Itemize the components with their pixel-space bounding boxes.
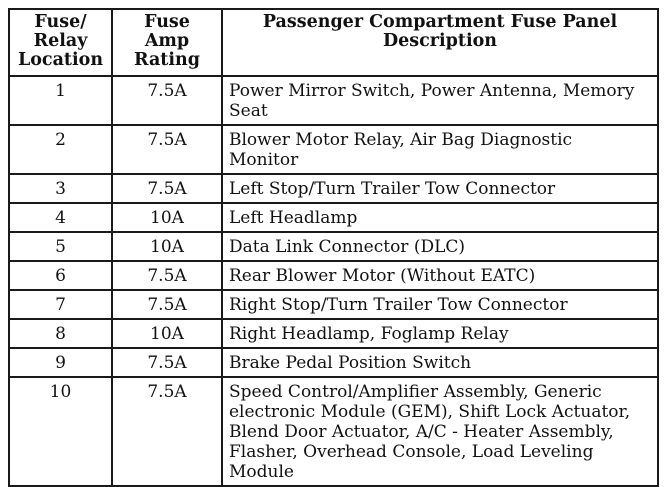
cell-location: 7	[9, 290, 112, 319]
cell-amp-rating: 10A	[112, 319, 222, 348]
cell-amp-rating: 7.5A	[112, 290, 222, 319]
description-line: Left Headlamp	[229, 208, 358, 228]
description-line: Blend Door Actuator, A/C - Heater Assembly,	[229, 422, 614, 442]
cell-description	[222, 348, 658, 377]
cell-amp-rating: 10A	[112, 232, 222, 261]
description-line: Left Stop/Turn Trailer Tow Connector	[229, 179, 556, 199]
header-location-line: Relay	[33, 31, 88, 51]
table-row	[9, 377, 658, 486]
cell-description	[222, 203, 658, 232]
cell-amp-rating: 7.5A	[112, 174, 222, 203]
cell-location: 1	[9, 76, 112, 125]
table-row	[9, 348, 658, 377]
table-row	[9, 290, 658, 319]
header-location-line: Location	[17, 50, 104, 70]
header-description-line: Passenger Compartment Fuse Panel	[262, 12, 618, 32]
cell-description	[222, 125, 658, 174]
table-row	[9, 125, 658, 174]
description-line: Rear Blower Motor (Without EATC)	[229, 266, 536, 286]
description-line: electronic Module (GEM), Shift Lock Actuator,	[229, 402, 631, 422]
cell-amp-rating: 7.5A	[112, 377, 222, 486]
cell-amp-rating: 7.5A	[112, 125, 222, 174]
header-amp-line: Amp	[144, 31, 190, 51]
cell-description	[222, 319, 658, 348]
description-line: Flasher, Overhead Console, Load Leveling	[229, 442, 594, 462]
cell-location: 9	[9, 348, 112, 377]
header-location-line: Fuse/	[34, 12, 87, 32]
description-line: Data Link Connector (DLC)	[229, 237, 466, 257]
description-line: Module	[229, 462, 294, 482]
cell-location: 3	[9, 174, 112, 203]
cell-amp-rating: 10A	[112, 203, 222, 232]
header-amp-rating	[112, 9, 222, 76]
description-line: Right Headlamp, Foglamp Relay	[229, 324, 509, 344]
table-row	[9, 319, 658, 348]
header-description-line: Description	[382, 31, 498, 51]
cell-amp-rating: 7.5A	[112, 348, 222, 377]
cell-description	[222, 377, 658, 486]
cell-amp-rating: 7.5A	[112, 261, 222, 290]
fuse-table-container	[8, 8, 659, 487]
cell-description	[222, 290, 658, 319]
description-line: Monitor	[229, 150, 299, 170]
header-amp-line: Fuse	[144, 12, 190, 32]
description-line: Power Mirror Switch, Power Antenna, Memory	[229, 81, 635, 101]
cell-amp-rating: 7.5A	[112, 76, 222, 125]
table-row	[9, 232, 658, 261]
description-line: Brake Pedal Position Switch	[229, 353, 472, 373]
cell-location: 10	[9, 377, 112, 486]
cell-description	[222, 261, 658, 290]
header-amp-line: Rating	[134, 50, 200, 70]
cell-description	[222, 76, 658, 125]
cell-location: 2	[9, 125, 112, 174]
table-body	[9, 76, 658, 486]
table-header-row	[9, 9, 658, 76]
table-row	[9, 203, 658, 232]
cell-location: 5	[9, 232, 112, 261]
description-line: Seat	[229, 101, 268, 121]
cell-description	[222, 232, 658, 261]
description-line: Blower Motor Relay, Air Bag Diagnostic	[229, 130, 573, 150]
description-line: Right Stop/Turn Trailer Tow Connector	[229, 295, 568, 315]
header-description	[222, 9, 658, 76]
table-row	[9, 261, 658, 290]
cell-location: 6	[9, 261, 112, 290]
table-row	[9, 76, 658, 125]
fuse-panel-table	[8, 8, 659, 487]
header-location	[9, 9, 112, 76]
description-line: Speed Control/Amplifier Assembly, Generic	[229, 382, 602, 402]
cell-location: 8	[9, 319, 112, 348]
cell-location: 4	[9, 203, 112, 232]
cell-description	[222, 174, 658, 203]
table-row	[9, 174, 658, 203]
